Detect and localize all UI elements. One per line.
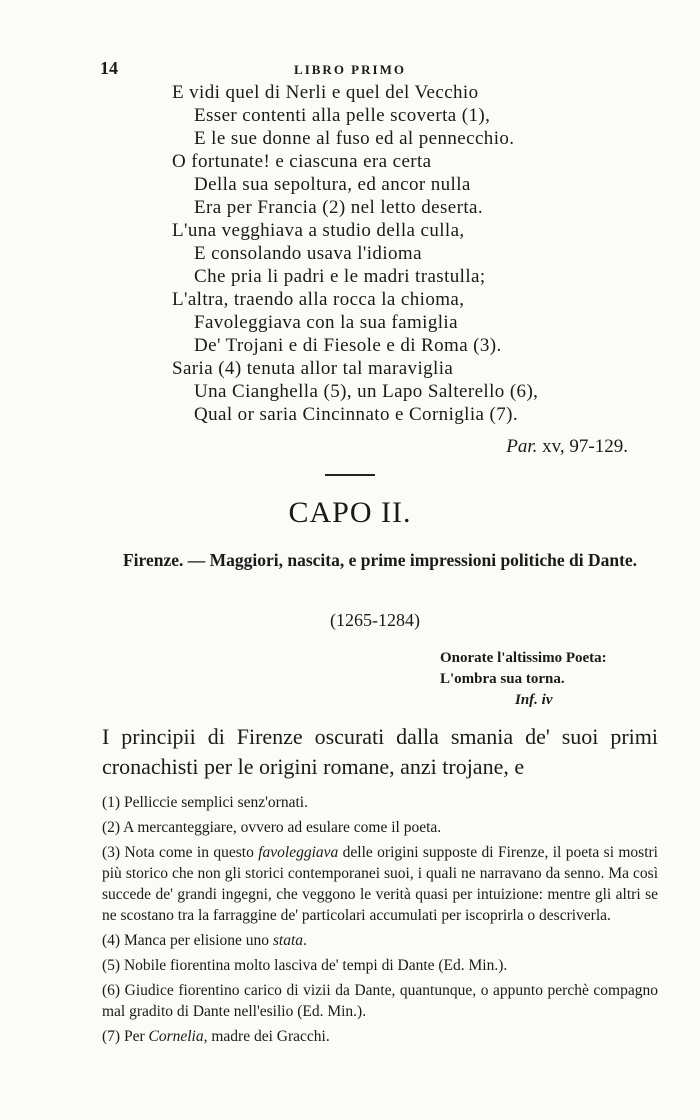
poem-line: Qual or saria Cincinnato e Corniglia (7).: [194, 404, 519, 425]
poem-line: Era per Francia (2) nel letto deserta.: [194, 197, 483, 218]
footnotes: [102, 792, 658, 1051]
chapter-subtitle: Firenze. — Maggiori, nascita, e prime impressioni politiche di Dante.: [122, 550, 638, 570]
poem-line: L'una vegghiava a studio della culla,: [172, 220, 465, 241]
footnote: [102, 980, 658, 1022]
footnote-number: (6): [102, 982, 121, 999]
poem-line: O fortunate! e ciascuna era certa: [172, 151, 432, 172]
running-title: LIBRO PRIMO: [294, 62, 406, 77]
epigraph-line: L'ombra sua torna.: [440, 671, 565, 687]
poem-line: Saria (4) tenuta allor tal maraviglia: [172, 358, 454, 379]
footnote: [102, 1026, 658, 1047]
poem-citation: [506, 436, 628, 458]
footnote: [102, 955, 658, 976]
page-number: 14: [100, 58, 118, 78]
chapter-years: (1265-1284): [330, 610, 420, 630]
footnote: [102, 930, 658, 951]
page-header: [0, 58, 700, 80]
poem-line: Esser contenti alla pelle scoverta (1),: [194, 105, 491, 126]
poem-line: Che pria li padri e le madri trastulla;: [194, 266, 486, 287]
footnote-text: Pelliccie semplici senz'ornati.: [123, 794, 308, 811]
poem-line: L'altra, traendo alla rocca la chioma,: [172, 289, 465, 310]
footnote: [102, 817, 658, 838]
footnote-emphasis: stata: [272, 932, 304, 949]
footnote-number: (4): [102, 932, 121, 949]
poem-line: E vidi quel di Nerli e quel del Vecchio: [172, 82, 479, 103]
poem-line: Una Cianghella (5), un Lapo Salterello (6),: [194, 381, 539, 402]
footnote-emphasis: favoleggiava: [258, 844, 339, 861]
footnote: [102, 842, 658, 926]
footnote-text: Manca per elisione uno: [123, 932, 273, 949]
epigraph-source: Inf. iv: [515, 692, 553, 708]
footnote-number: (7): [102, 1028, 121, 1045]
poem-line: De' Trojani e di Fiesole e di Roma (3).: [194, 335, 502, 356]
poem-line: Favoleggiava con la sua famiglia: [194, 312, 458, 333]
poem-line: E consolando usava l'idioma: [194, 243, 422, 264]
chapter-title: CAPO II.: [288, 496, 412, 529]
footnote-text: Nota come in questo: [124, 844, 259, 861]
footnote-number: (2): [102, 819, 121, 836]
footnote-text: delle origini supposte di Firenze, il poeta si mostri più storico che non gli storici contemporanei suoi, i quali ne narravano da senno. Ma così succede de' grandi ingegni, che veggono le verità quasi per intuizione: mentre gli altri se ne scostano tra la farraggine de' particolari accumulati per iscoprirla o descriverla.: [102, 844, 658, 924]
section-divider: [325, 474, 375, 476]
footnote-emphasis: Cornelia: [148, 1028, 204, 1045]
citation-work: Par.: [506, 436, 538, 457]
footnote-number: (3): [102, 844, 121, 861]
footnote-text: , madre dei Gracchi.: [203, 1028, 330, 1045]
footnote: [102, 792, 658, 813]
citation-location: xv, 97-129.: [542, 436, 628, 457]
footnote-text: .: [303, 932, 307, 949]
footnote-number: (1): [102, 794, 121, 811]
poem-line: Della sua sepoltura, ed ancor nulla: [194, 174, 471, 195]
epigraph-line: Onorate l'altissimo Poeta:: [440, 650, 607, 666]
poem-line: E le sue donne al fuso ed al pennecchio.: [194, 128, 515, 149]
footnote-number: (5): [102, 957, 121, 974]
body-paragraph: I principii di Firenze oscurati dalla smania de' suoi primi cronachisti per le origini romane, anzi trojane, e: [102, 724, 658, 779]
footnote-text: Giudice fiorentino carico di vizii da Dante, quantunque, o appunto perchè compagno mal gradito di Dante nell'esilio (Ed. Min.).: [102, 982, 658, 1020]
epigraph: [440, 648, 607, 708]
footnote-text: A mercanteggiare, ovvero ad esulare come il poeta.: [123, 819, 442, 836]
footnote-text: Nobile fiorentina molto lasciva de' tempi di Dante (Ed. Min.).: [123, 957, 508, 974]
footnote-text: Per: [123, 1028, 149, 1045]
